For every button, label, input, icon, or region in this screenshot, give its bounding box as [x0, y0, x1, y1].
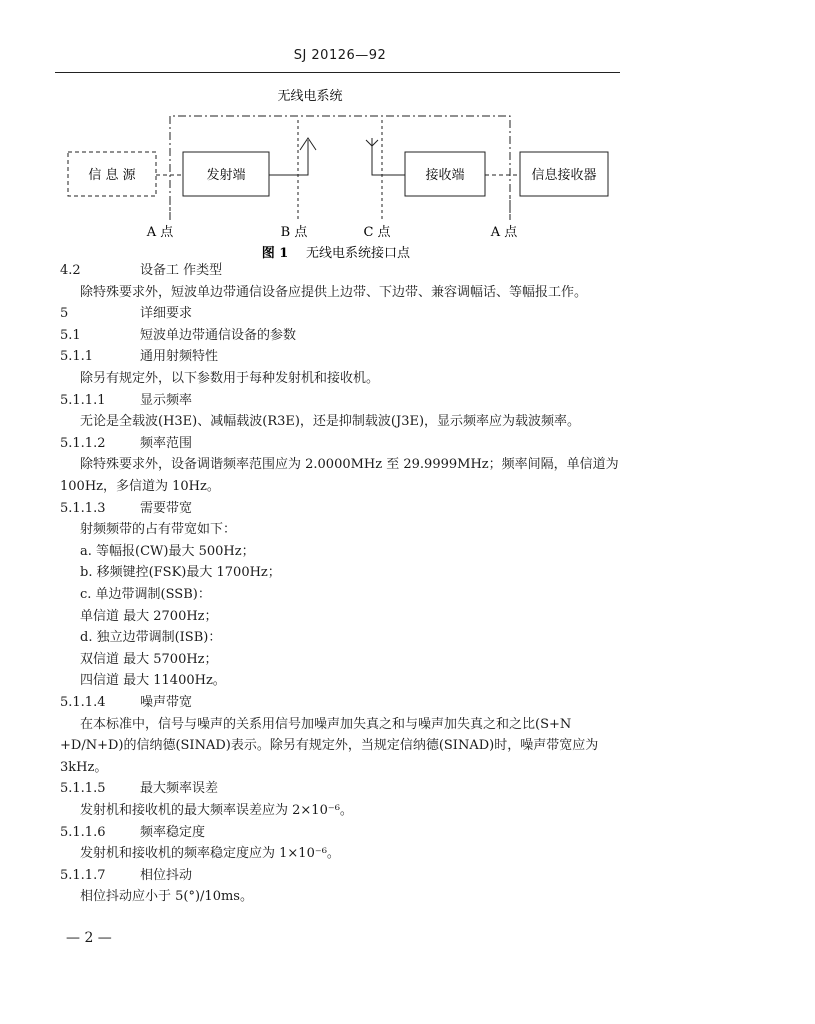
paragraph-line: 相位抖动应小于 5(°)/10ms。: [80, 889, 253, 905]
section-number: 5.1.1.2: [60, 435, 106, 451]
paragraph-line: 发射机和接收机的频率稳定度应为 1×10⁻⁶。: [80, 846, 340, 862]
section-number: 5.1.1.6: [60, 824, 106, 840]
section-heading: [60, 695, 192, 711]
section-number: 5.1: [60, 327, 81, 343]
paragraph-line: 单信道 最大 2700Hz；: [80, 608, 218, 624]
paragraph-line: b. 移频键控(FSK)最大 1700Hz；: [80, 565, 281, 581]
source-box: 信 息 源: [88, 168, 136, 183]
figure-caption-text: 无线电系统接口点: [305, 246, 411, 261]
section-number: 5.1.1.7: [60, 867, 106, 883]
section-heading: [60, 349, 218, 365]
paragraph-line: 射频频带的占有带宽如下：: [80, 522, 237, 538]
system-label: 无线电系统: [277, 89, 343, 104]
section-title: 短波单边带通信设备的参数: [140, 327, 297, 343]
header-rule: [55, 72, 620, 73]
point-c: C 点: [363, 225, 391, 240]
paragraph-line: 100Hz，多信道为 10Hz。: [60, 479, 220, 494]
section-heading: [60, 328, 296, 344]
section-number: 5.1.1: [60, 349, 94, 365]
section-number: 5.1.1.5: [60, 781, 106, 797]
section-number: 5.1.1.3: [60, 500, 106, 516]
section-number: 5: [60, 306, 69, 322]
section-heading: [60, 263, 222, 279]
section-number: 5.1.1.4: [60, 695, 106, 710]
paragraph-line: 3kHz。: [60, 759, 108, 775]
figure-caption-number: 图 1: [261, 246, 289, 261]
info-receiver-box: 信息接收器: [531, 168, 597, 183]
paragraph-line: a. 等幅报(CW)最大 500Hz；: [80, 543, 255, 559]
page-number: — 2 —: [66, 930, 112, 946]
section-number: 4.2: [60, 263, 81, 278]
paragraph-line: 四信道 最大 11400Hz。: [80, 673, 226, 689]
section-title: 需要带宽: [140, 500, 193, 516]
point-b: B 点: [280, 225, 308, 240]
section-title: 通用射频特性: [140, 349, 219, 365]
section-title: 显示频率: [140, 392, 193, 408]
section-title: 频率稳定度: [140, 824, 206, 840]
section-title: 频率范围: [140, 435, 193, 451]
document-code: SJ 20126—92: [293, 48, 387, 63]
paragraph-line: 除特殊要求外，短波单边带通信设备应提供上边带、下边带、兼容调幅话、等幅报工作。: [80, 284, 588, 300]
transmitter-box: 发射端: [206, 168, 246, 183]
section-title: 噪声带宽: [140, 695, 193, 710]
section-title: 相位抖动: [140, 867, 193, 883]
section-heading: [60, 868, 192, 884]
paragraph-line: 在本标准中，信号与噪声的关系用信号加噪声加失真之和与噪声加失真之和之比(S+N: [80, 716, 572, 732]
paragraph-line: +D/N+D)的信纳德(SINAD)表示。除另有规定外，当规定信纳德(SINAD)时，噪声带宽应为: [60, 738, 599, 754]
section-number: 5.1.1.1: [60, 392, 106, 408]
paragraph-line: 除另有规定外，以下参数用于每种发射机和接收机。: [80, 371, 380, 386]
point-a-right: A 点: [490, 225, 518, 240]
section-title: 最大频率误差: [140, 781, 219, 797]
point-a-left: A 点: [146, 225, 174, 240]
section-heading: [60, 781, 218, 797]
section-heading: [60, 393, 192, 409]
paragraph-line: 除特殊要求外，设备调谐频率范围应为 2.0000MHz 至 29.9999MHz；频率间隔，单信道为: [80, 457, 619, 473]
section-heading: [60, 501, 192, 517]
paragraph-line: 无论是全载波(H3E)、减幅载波(R3E)，还是抑制载波(J3E)，显示频率应为载波频率。: [80, 414, 581, 430]
paragraph-line: 发射机和接收机的最大频率误差应为 2×10⁻⁶。: [80, 803, 353, 818]
section-heading: [60, 306, 192, 322]
section-heading: [60, 825, 205, 841]
interface-diagram: [0, 80, 660, 265]
paragraph-line: c. 单边带调制(SSB)：: [80, 587, 211, 602]
section-heading: [60, 436, 192, 452]
section-title: 设备工 作类型: [140, 263, 223, 278]
paragraph-line: 双信道 最大 5700Hz；: [80, 651, 218, 667]
section-title: 详细要求: [140, 306, 193, 322]
paragraph-line: d. 独立边带调制(ISB)：: [80, 630, 222, 646]
receiver-end-box: 接收端: [425, 168, 465, 183]
